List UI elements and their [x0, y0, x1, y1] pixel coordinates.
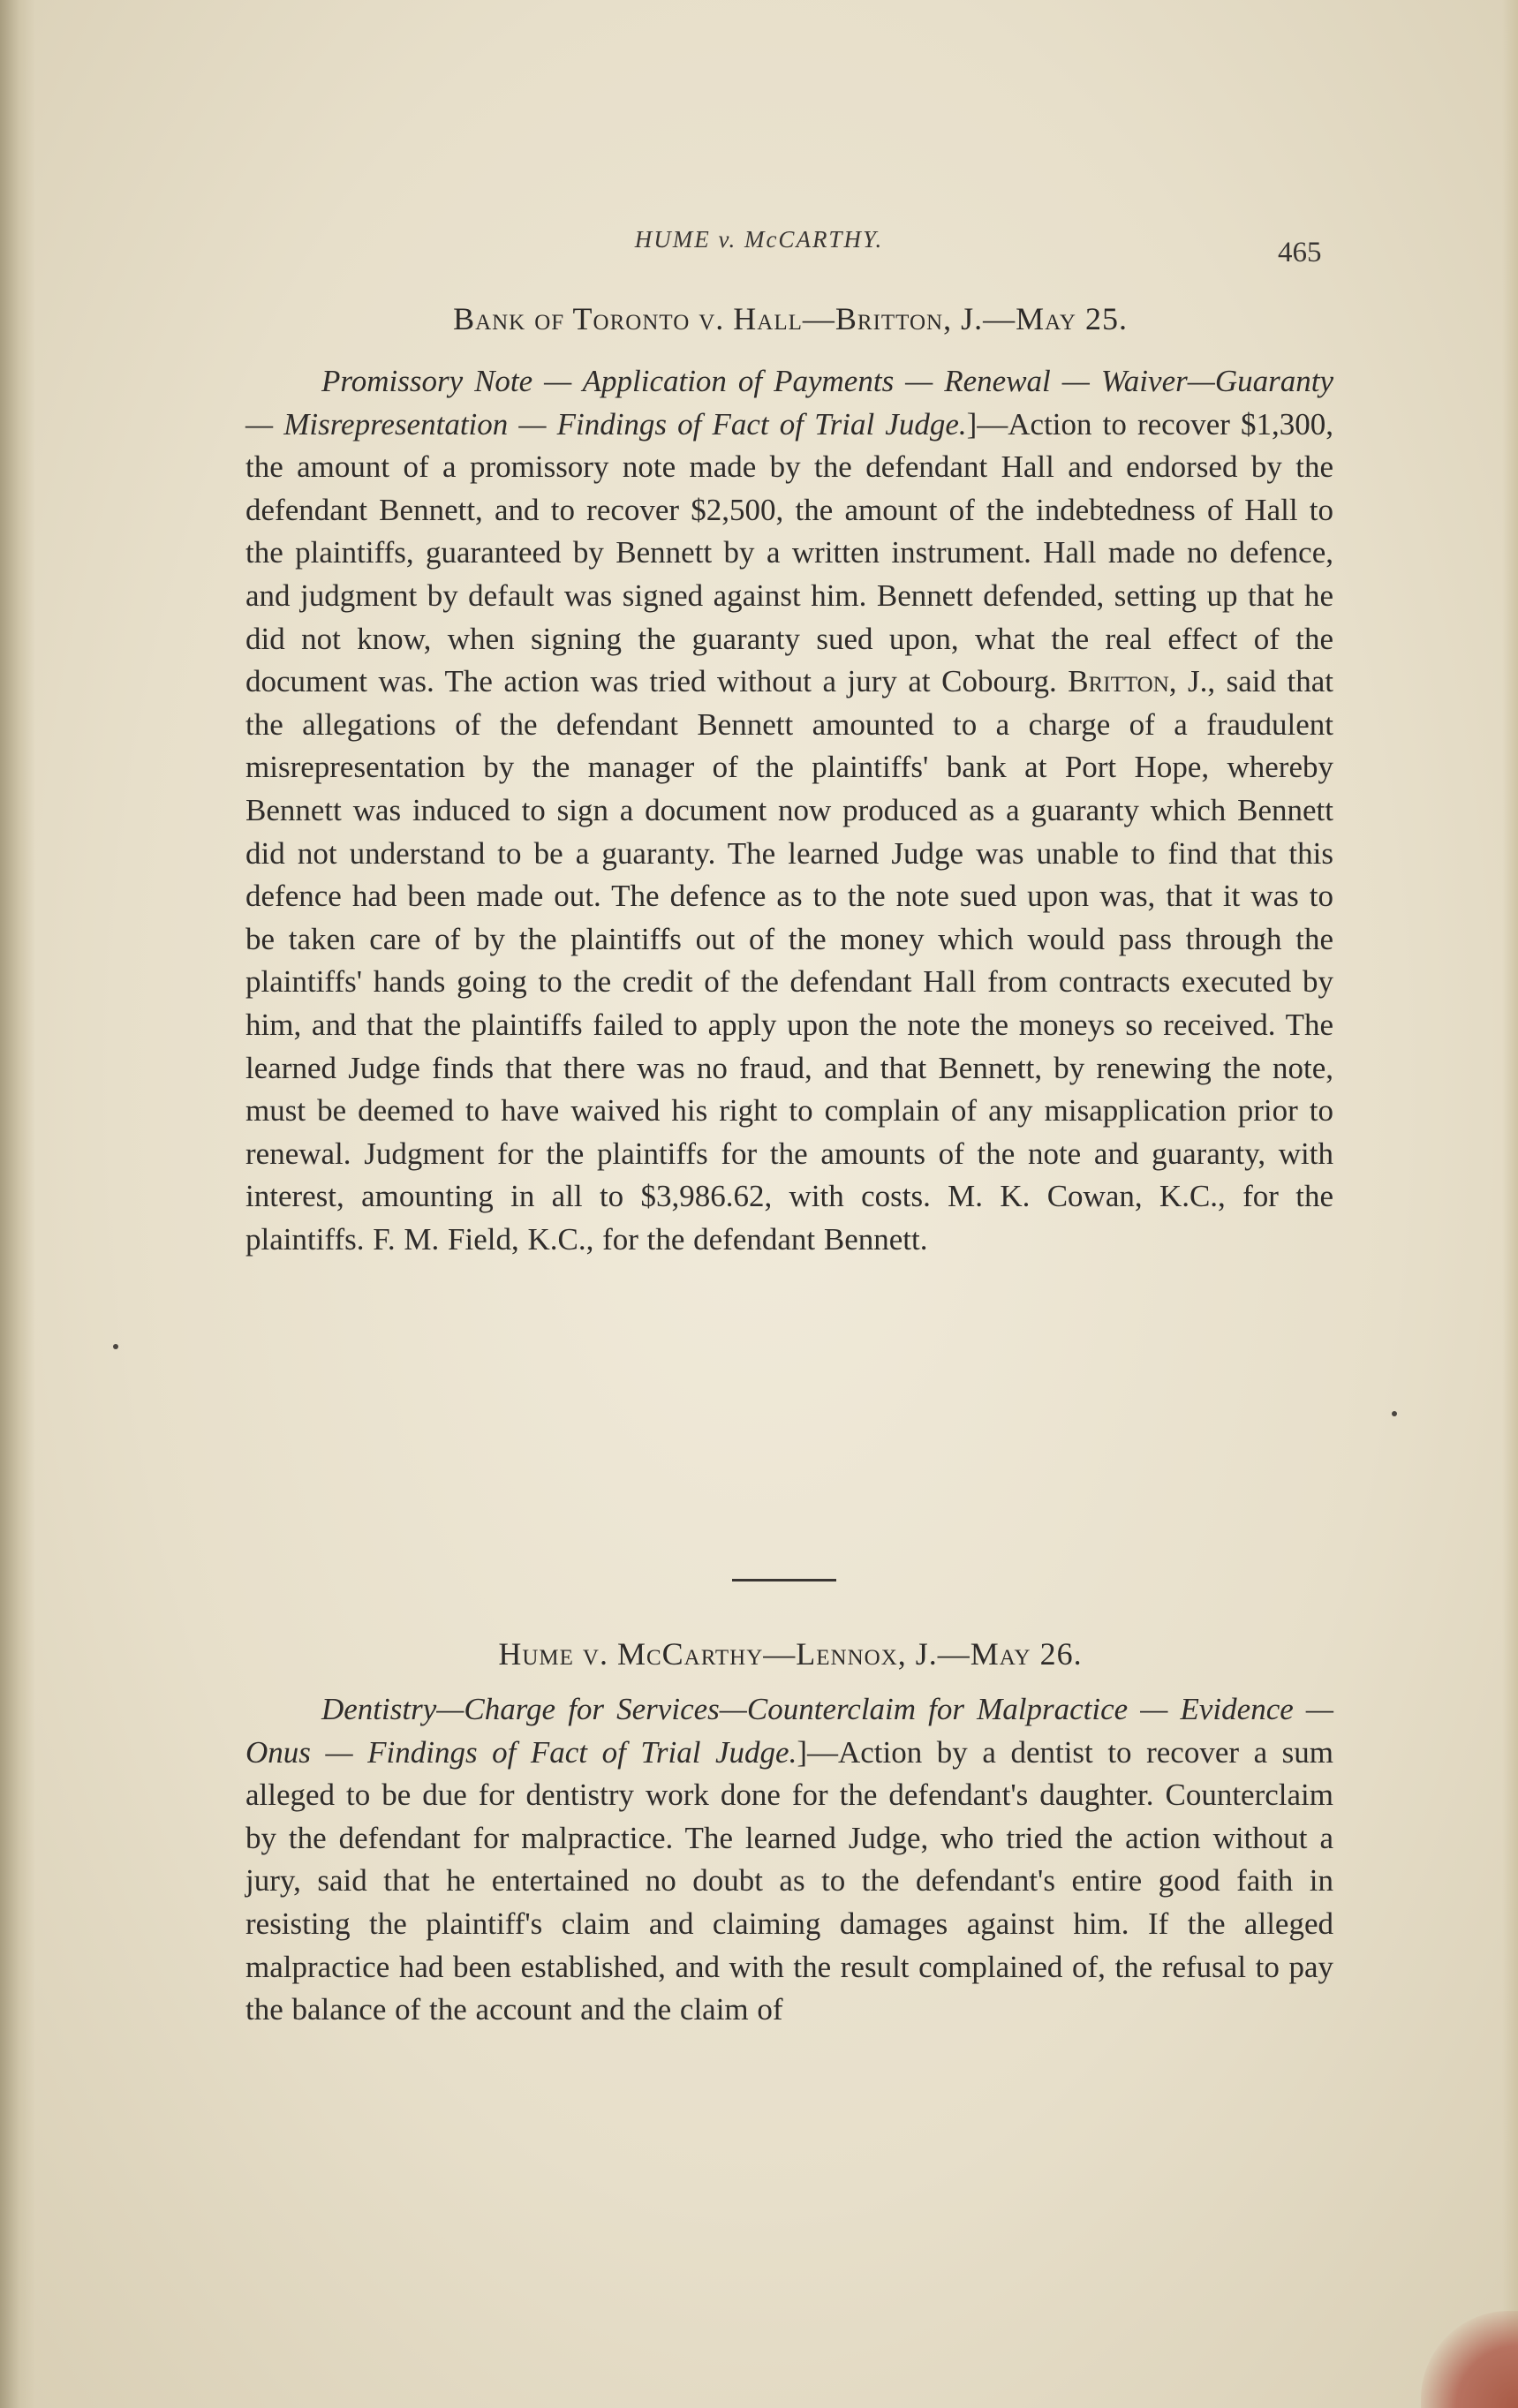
case-text: ]—Action to recover $1,300, the amount of a promissory note made by the defendant Hall and endorsed by the defendant Bennett, and to recover $2,500, the amount of the indebtedness of Hall to the plaintiffs, guaranteed by Bennett by a written instrument. Hall made no defence, and judgment by default was signed against him. Bennett defended, setting up that he did not know, when signing the guaranty sued upon, what the real effect of the document was. The action was tried without a jury at Cobourg. [245, 406, 1333, 699]
case-body-hume-v-mccarthy [245, 1688, 1333, 2032]
catchwords: Dentistry—Charge for Services—Counterclaim for Malpractice — Evidence — Onus — Findings of Fact of Trial Judge. [245, 1692, 1333, 1770]
section-divider [732, 1579, 836, 1581]
judge-name: Britton [1068, 664, 1169, 699]
page-edge [1502, 0, 1518, 2408]
catchwords: Promissory Note — Application of Payments — Renewal — Waiver—Guaranty — Misrepresentation — Findings of Fact of Trial Judge. [245, 364, 1333, 442]
case-heading-hume-v-mccarthy: Hume v. McCarthy—Lennox, J.—May 26. [498, 1636, 1083, 1672]
ink-speck [1392, 1411, 1397, 1416]
ink-speck [113, 1344, 118, 1349]
thumb-mark [1421, 2311, 1518, 2408]
case-body-bank-of-toronto [245, 360, 1333, 1261]
page-number: 465 [1278, 237, 1322, 268]
case-text: , J., said that the allegations of the defendant Bennett amounted to a charge of a fraudulent misrepresentation by the manager of the plaintiffs' bank at Port Hope, whereby Bennett was induced to sign a document now produced as a guaranty which Bennett did not understand to be a guaranty. The learned Judge was unable to find that this defence had been made out. The defence as to the note sued upon was, that it was to be taken care of by the plaintiffs out of the money which would pass through the plaintiffs' hands going to the credit of the defendant Hall from contracts executed by him, and that the plaintiffs failed to apply upon the note the moneys so received. The learned Judge finds that there was no fraud, and that Bennett, by renewing the note, must be deemed to have waived his right to complain of any misapplication prior to renewal. Judgment for the plaintiffs for the amounts of the note and guaranty, with interest, amounting in all to $3,986.62, with costs. M. K. Cowan, K.C., for the plaintiffs. F. M. Field, K.C., for the defendant Bennett. [245, 664, 1333, 1257]
binding-shadow [0, 0, 35, 2408]
case-heading-bank-of-toronto: Bank of Toronto v. Hall—Britton, J.—May 25. [453, 301, 1128, 336]
case-text: ]—Action by a dentist to recover a sum alleged to be due for dentistry work done for the defendant's daughter. Counterclaim by the defendant for malpractice. The learned Judge, who tried the action without a jury, said that he entertained no doubt as to the defendant's entire good faith in resisting the plaintiff's claim and claiming damages against him. If the alleged malpractice had been established, and with the result complained of, the refusal to pay the balance of the account and the claim of [245, 1734, 1333, 2027]
running-head: HUME v. McCARTHY. [634, 226, 884, 253]
